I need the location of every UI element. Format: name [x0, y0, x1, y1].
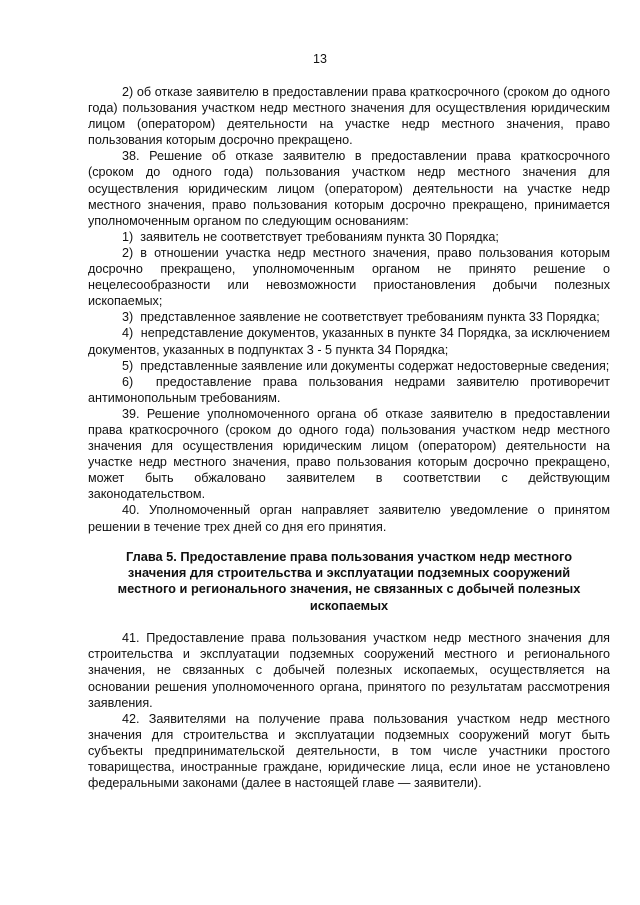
paragraph-38: 38. Решение об отказе заявителю в предоставлении права краткосрочного (сроком до одного года) пользования участком недр местного значения для осуществления юридическим лицом (оператором) деятельности на участке недр местного значения, право пользования которым досрочно прекращено, принимается уполномоченным органом по следующим основаниям: — [88, 149, 610, 228]
chapter-heading: Глава 5. Предоставление права пользования участком недр местного значения для строительства и эксплуатации подземных сооружений местного и регионального значения, не связанных с добычей полезных ископаемых — [117, 548, 581, 613]
paragraph-38-item-3: 3) представленное заявление не соответствует требованиям пункта 33 Порядка; — [122, 310, 600, 325]
paragraph-item-2: 2) об отказе заявителю в предоставлении права краткосрочного (сроком до одного года) пользования участком недр местного значения для осуществления юридическим лицом (оператором) деятельности на участке недр местного значения, право пользования которым досрочно прекращено. — [88, 85, 610, 148]
paragraph-40: 40. Уполномоченный орган направляет заявителю уведомление о принятом решении в течение трех дней со дня его принятия. — [88, 503, 610, 534]
paragraph-39: 39. Решение уполномоченного органа об отказе заявителю в предоставлении права краткосрочного (сроком до одного года) пользования участком недр местного значения для осуществления юридическим лицом (оператором) деятельности на участке недр местного значения, право пользования которым досрочно прекращено, может быть обжаловано заявителем в соответствии с действующим законодательством. — [88, 406, 610, 502]
paragraph-38-item-1: 1) заявитель не соответствует требованиям пункта 30 Порядка; — [122, 229, 499, 244]
document-body — [88, 84, 610, 791]
page-number: 13 — [313, 52, 327, 66]
paragraph-38-item-2: 2) в отношении участка недр местного значения, право пользования которым досрочно прекращено, уполномоченным органом не принято решение о нецелесообразности или невозможности приостановления добычи полезных ископаемых; — [88, 245, 610, 309]
paragraph-41: 41. Предоставление права пользования участком недр местного значения для строительства и эксплуатации подземных сооружений местного и регионального значения, не связанных с добычей полезных ископаемых, осуществляется на основании решения уполномоченного органа, принятого по результатам рассмотрения заявления. — [88, 631, 610, 710]
paragraph-38-item-6: 6) предоставление права пользования недрами заявителю противоречит антимонопольным требованиям. — [88, 374, 610, 405]
paragraph-38-item-4: 4) непредставление документов, указанных в пункте 34 Порядка, за исключением документов, указанных в подпунктах 3 - 5 пункта 34 Порядка; — [88, 326, 610, 357]
paragraph-38-item-5: 5) представленные заявление или документы содержат недостоверные сведения; — [122, 358, 610, 373]
paragraph-42: 42. Заявителями на получение права пользования участком недр местного значения для строительства и эксплуатации подземных сооружений могут быть субъекты предпринимательской деятельности, в том числе участники простого товарищества, иностранные граждане, юридические лица, если иное не установлено федеральными законами (далее в настоящей главе — заявители). — [88, 711, 610, 791]
